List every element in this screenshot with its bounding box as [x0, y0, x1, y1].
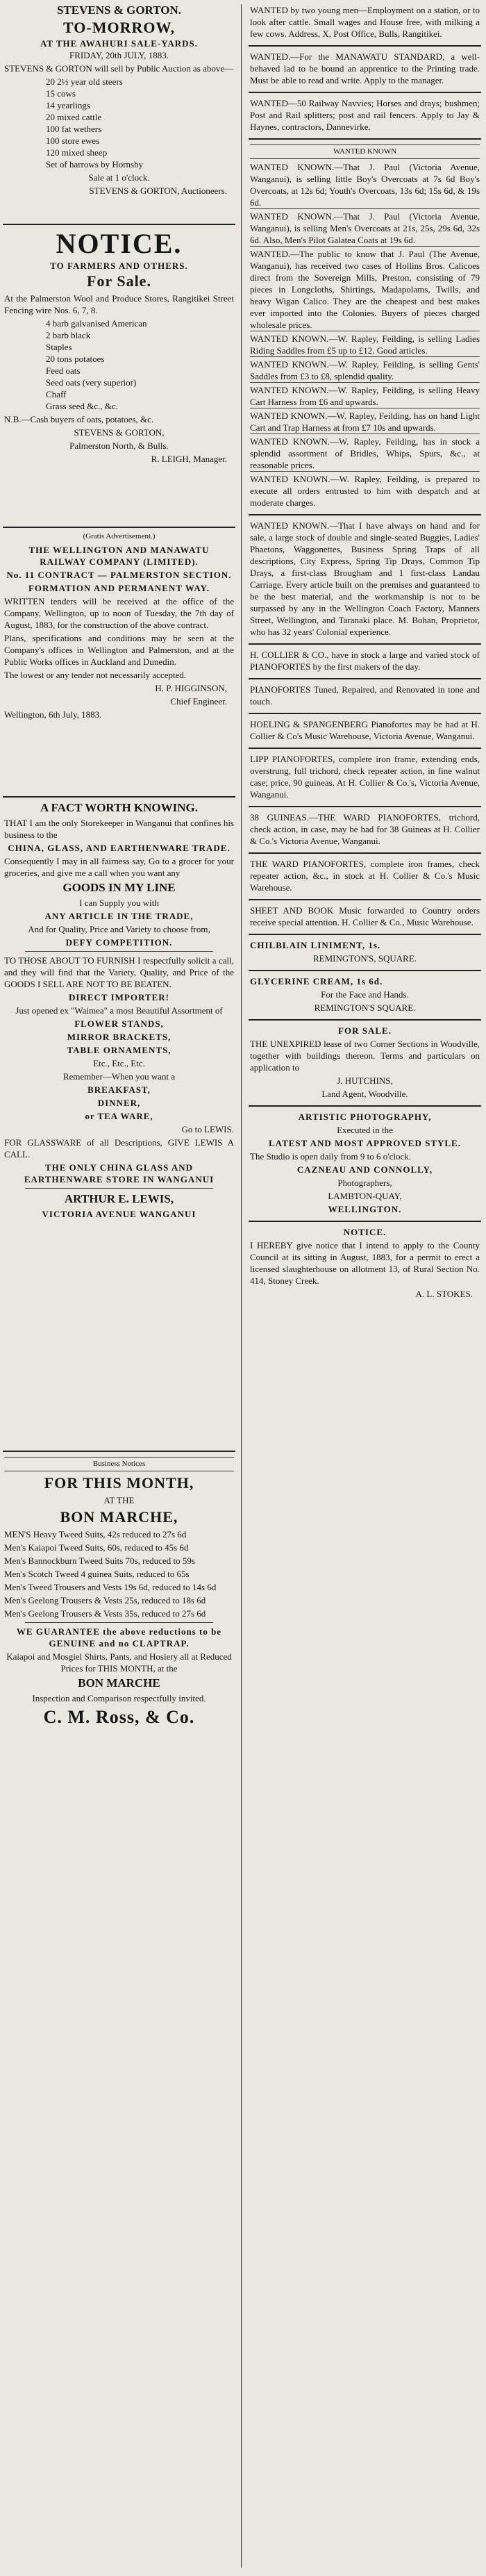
- ward-complete-ad: [249, 854, 481, 900]
- ad-text: SHEET AND BOOK Music forwarded to Country orders receive special attention. H. Collier & Co., Music Warehouse.: [250, 905, 480, 927]
- lipp-ad: [249, 749, 481, 807]
- tender-body-2: Plans, specifications and conditions may be seen at the Company's offices in Wellington and Palmerston, and at the Public Works offices in Auckland and Dunedin.: [4, 633, 234, 667]
- chilblain-ad: [249, 935, 481, 971]
- list-item: 20 tons potatoes: [46, 354, 105, 364]
- photo-latest: LATEST AND MOST APPROVED STYLE.: [269, 1138, 461, 1148]
- bohan-coach-ad: [249, 515, 481, 645]
- ad-text: HOELING & SPANGENBERG Pianofortes may be had at H. Collier & Co's Music Warehouse, Victoria Avenue, Wanganui.: [250, 719, 480, 741]
- photo-studio: The Studio is open daily from 9 to 6 o'clock.: [250, 1151, 411, 1162]
- list-item: Men's Scotch Tweed 4 guinea Suits, reduced to 65s: [4, 1569, 190, 1579]
- auction-when: TO-MORROW,: [63, 19, 175, 36]
- section-heading: WANTED KNOWN: [250, 145, 480, 159]
- ad-place: REMINGTON'S, SQUARE.: [312, 953, 417, 964]
- gratis-label: (Gratis Advertisement.): [83, 532, 156, 540]
- list-item: WANTED KNOWN.—That J. Paul (Victoria Avenue, Wanganui), is selling Men's Overcoats at 21s, 25s, 29s 6d, 32s 6d. Also, Men's Pilot Galatea Coats at 19s 6d.: [250, 211, 480, 245]
- list-item: Feed oats: [46, 365, 81, 376]
- sale-items: [4, 317, 234, 412]
- lewis-quality: And for Quality, Price and Variety to choose from,: [28, 924, 210, 934]
- list-item: Staples: [46, 342, 72, 352]
- lewis-goods: GOODS IN MY LINE: [62, 881, 176, 894]
- list-item: WANTED KNOWN.—W. Rapley, Feilding, is selling Heavy Cart Harness from £6 and upwards.: [250, 385, 480, 407]
- bon-firm: C. M. Ross, & Co.: [43, 1707, 195, 1727]
- auction-time: Sale at 1 o'clock.: [88, 172, 150, 183]
- list-item: WANTED KNOWN.—W. Rapley, Feilding, has on hand Light Cart and Trap Harness at from £7 10s and upwards.: [250, 411, 480, 433]
- list-item: BREAKFAST,: [87, 1084, 151, 1095]
- railway-tender-ad: [3, 528, 235, 798]
- notice-sale-ad: [3, 225, 235, 528]
- list-item: 100 store ewes: [46, 135, 100, 146]
- list-item: Grass seed &c., &c.: [46, 401, 118, 411]
- list-item: 2 barb black: [46, 330, 91, 340]
- wanted-navvies-ad: [249, 93, 481, 140]
- lewis-body-2: Consequently I may in all fairness say, Go to a grocer for your groceries, and give me a call when you want any: [4, 856, 234, 878]
- divider: [25, 1622, 213, 1623]
- list-item: or TEA WARE,: [85, 1111, 153, 1121]
- ad-text: THE WARD PIANOFORTES, complete iron frames, check repeater action, &c., in stock at H. Collier & Co.'s Music Warehouse.: [250, 859, 480, 893]
- bon-name-2: BON MARCHE: [78, 1676, 160, 1690]
- wanted-youth-ad: [249, 0, 481, 47]
- list-item: Chaff: [46, 389, 67, 399]
- stevens-auction-ad: [3, 0, 235, 225]
- lewis-body: THAT I am the only Storekeeper in Wanganui that confines his business to the: [4, 818, 234, 840]
- photo-street: LAMBTON-QUAY,: [328, 1191, 402, 1201]
- lewis-go: Go to LEWIS.: [181, 1124, 234, 1134]
- list-item: 4 barb galvanised American: [46, 318, 147, 329]
- lewis-any: ANY ARTICLE IN THE TRADE,: [44, 911, 194, 921]
- pianofortes-tuned-ad: [249, 679, 481, 714]
- photo-name: CAZNEAU AND CONNOLLY,: [296, 1164, 433, 1175]
- list-item: 14 yearlings: [46, 100, 90, 110]
- lewis-importer: DIRECT IMPORTER!: [69, 992, 169, 1002]
- bon-this-month: FOR THIS MONTH,: [44, 1474, 194, 1492]
- wanted-known-ads: [249, 140, 481, 515]
- ad-text: WANTED by two young men—Employment on a station, or to look after cattle. Small wages and House free, with milking a few cows. Address, X, Post Office, Bulls, Rangitikei.: [250, 5, 480, 39]
- tender-body: WRITTEN tenders will be received at the office of the Company, Wellington, up to noon of Tuesday, the 7th day of August, 1883, for the construction of the above contract.: [4, 596, 234, 630]
- bon-name: BON MARCHE,: [60, 1508, 178, 1526]
- for-sale-heading: For Sale.: [87, 272, 151, 290]
- lewis-headline: A FACT WORTH KNOWING.: [40, 801, 199, 814]
- ad-text: THE UNEXPIRED lease of two Corner Sections in Woodville, together with buildings thereon. Terms and particulars on application to: [250, 1039, 480, 1073]
- photo-role: Photographers,: [337, 1178, 392, 1188]
- list-item: Men's Geelong Trousers & Vests 35s, reduced to 27s 6d: [4, 1608, 206, 1619]
- list-item: Men's Geelong Trousers & Vests 25s, reduced to 18s 6d: [4, 1595, 206, 1605]
- lewis-supply: I can Supply you with: [79, 898, 159, 908]
- notice-title: NOTICE.: [56, 228, 183, 259]
- notice-manager: R. LEIGH, Manager.: [151, 454, 227, 464]
- engineer-name: H. P. HIGGINSON,: [155, 683, 227, 693]
- list-item: 20 2½ year old steers: [46, 76, 123, 87]
- list-item: Men's Kaiapoi Tweed Suits, 60s, reduced to 45s 6d: [4, 1542, 189, 1553]
- photo-city: WELLINGTON.: [328, 1204, 402, 1214]
- lewis-name: ARTHUR E. LEWIS,: [64, 1192, 174, 1205]
- works-title: FORMATION AND PERMANENT WAY.: [28, 583, 210, 593]
- ad-text: 38 GUINEAS.—THE WARD PIANOFORTES, trichord, check action, in case, may be had for 38 Guineas at H. Collier & Co.'s Victoria Avenue, Wanganui.: [250, 812, 480, 846]
- firm-heading: STEVENS & GORTON.: [56, 3, 182, 17]
- list-item: FLOWER STANDS,: [74, 1018, 164, 1029]
- list-item: TABLE ORNAMENTS,: [67, 1045, 171, 1055]
- list-item: Etc., Etc., Etc.: [93, 1058, 145, 1068]
- ad-text: WANTED—50 Railway Navvies; Horses and drays; bushmen; Post and Rail splitters; post and rail fencers. Apply to Jay & Haynes, contractors, Dannevirke.: [250, 98, 480, 132]
- ad-title: FOR SALE.: [338, 1025, 392, 1036]
- photo-title: ARTISTIC PHOTOGRAPHY,: [298, 1112, 432, 1122]
- notice-stokes-ad: [249, 1222, 481, 1305]
- list-item: 15 cows: [46, 88, 76, 99]
- railway-company: THE WELLINGTON AND MANAWATU RAILWAY COMPANY (LIMITED).: [28, 545, 210, 567]
- lewis-opened: Just opened ex "Waimea" a most Beautiful Assortment of: [15, 1005, 223, 1016]
- list-item: WANTED KNOWN.—That J. Paul (Victoria Avenue, Wanganui), is selling little Boy's Overcoats at 7s 6d Boy's Overcoats, at 12s 6d; Youth's Overcoats, 13s 6d; 15s 6d, & 19s 6d.: [250, 162, 480, 208]
- sheet-music-ad: [249, 900, 481, 935]
- contract-number: No. 11 CONTRACT — PALMERSTON SECTION.: [6, 570, 232, 580]
- lewis-glass: FOR GLASSWARE of all Descriptions, GIVE LEWIS A CALL.: [4, 1137, 234, 1159]
- list-item: MEN'S Heavy Tweed Suits, 42s reduced to 27s 6d: [4, 1529, 187, 1539]
- photo-executed: Executed in the: [337, 1125, 393, 1135]
- auction-items: [4, 76, 234, 170]
- list-item: 20 mixed cattle: [46, 112, 102, 122]
- notice-name: A. L. STOKES.: [415, 1289, 473, 1299]
- divider: [25, 1188, 213, 1189]
- ward-guineas-ad: [249, 807, 481, 854]
- lewis-remember: Remember—When you want a: [62, 1071, 176, 1082]
- list-item: Men's Bannockburn Tweed Suits 70s, reduced to 59s: [4, 1555, 195, 1566]
- auction-where: AT THE AWAHURI SALE-YARDS.: [40, 38, 199, 49]
- bon-kaiapoi: Kaiapoi and Mosgiel Shirts, Pants, and Hosiery all at Reduced Prices for THIS MONTH, at the: [6, 1651, 232, 1674]
- ad-text: PIANOFORTES Tuned, Repaired, and Renovated in tone and touch.: [250, 684, 480, 707]
- list-item: WANTED.—The public to know that J. Paul (The Avenue, Wanganui), has received two cases of Hollins Bros. Calicoes direct from the Sovereign Mills, Preston, consisting of 79 pieces in Longcloths, Shirtings, Madapolams, Twills, and heavy Wigan Calico. They are the cheapest and best makes ever imported into the Colonies. Buyers of pieces charged wholesale prices.: [250, 249, 480, 330]
- list-item: MIRROR BRACKETS,: [67, 1032, 171, 1042]
- auction-signature: STEVENS & GORTON, Auctioneers.: [89, 185, 227, 196]
- lewis-only: THE ONLY CHINA GLASS AND EARTHENWARE STORE IN WANGANUI: [24, 1162, 215, 1184]
- ad-text: GLYCERINE CREAM, 1s 6d.: [250, 976, 383, 986]
- glycerine-ad: [249, 971, 481, 1021]
- lewis-defy: DEFY COMPETITION.: [65, 937, 173, 948]
- list-item: WANTED KNOWN.—W. Rapley, Feilding, is prepared to execute all orders entrusted to him with despatch and at moderate charges.: [250, 474, 480, 508]
- for-sale-lease-ad: [249, 1021, 481, 1107]
- wanted-apprentice-ad: [249, 47, 481, 93]
- notice-text: I HEREBY give notice that I intend to apply to the County Council at its sitting in August, 1883, for a permit to erect a licensed slaughterhouse on allotment 13, of Rural Section No. 414, Stoney Creek.: [250, 1240, 480, 1286]
- agent-role: Land Agent, Woodville.: [321, 1089, 408, 1099]
- bon-marche-ad: [3, 1452, 235, 1733]
- lewis-furnish: TO THOSE ABOUT TO FURNISH I respectfully solicit a call, and they will find that the Variety, Quality, and Price of the GOODS I SELL ARE NOT TO BE BEATEN.: [4, 955, 234, 989]
- auction-intro: STEVENS & GORTON will sell by Public Auction as above—: [4, 63, 234, 74]
- tender-body-3: The lowest or any tender not necessarily accepted.: [4, 670, 187, 680]
- tender-dated: Wellington, 6th July, 1883.: [4, 709, 102, 720]
- ad-text: WANTED KNOWN.—That I have always on hand and for sale, a large stock of double and single-seated Buggies, Ladies' Phaetons, Waggonettes, Business Spring Traps of all descriptions, City Express, Spring Tip Drays, Common Tip Drays, a first-class Brougham and 1 first-class Landau Carriage. Every article built on the premises and guaranteed to be the best material, and the workmanship is not to be surpassed by any in the Wellington Coach Factory, Manners Street, Wellington, and Taranaki place. M. Bohan, Proprietor, who has 32 years' Colonial experience.: [250, 520, 480, 637]
- notice-signature: STEVENS & GORTON,: [74, 427, 165, 438]
- ad-text: WANTED.—For the MANAWATU STANDARD, a well-behaved lad to be bound an apprentice to the Printing trade. Must be able to read and write. Apply to the manager.: [250, 51, 480, 85]
- column-divider: [241, 4, 242, 2568]
- auction-date: FRIDAY, 20th JULY, 1883.: [69, 50, 169, 60]
- list-item: Set of harrows by Hornsby: [46, 159, 144, 170]
- left-column: [3, 0, 235, 2570]
- right-column: [249, 0, 481, 2570]
- notice-place: Palmerston North, & Bulls.: [69, 440, 169, 451]
- ad-text: CHILBLAIN LINIMENT, 1s.: [250, 940, 381, 950]
- photography-ad: [249, 1107, 481, 1222]
- agent-name: J. HUTCHINS,: [337, 1075, 393, 1086]
- ad-text: LIPP PIANOFORTES, complete iron frame, extending ends, overstrung, full trichord, check repeater action, in fine walnut case; price, 90 guineas. At H. Collier & Co.'s, Victoria Avenue, Wanganui.: [250, 754, 480, 800]
- ad-text: H. COLLIER & CO., have in stock a large and varied stock of PIANOFORTES by the first makers of the day.: [250, 650, 480, 672]
- list-item: WANTED KNOWN.—W. Rapley, Feilding, has in stock a splendid assortment of Bridles, Whips, Spurs, &c., at reasonable prices.: [250, 436, 480, 470]
- hoeling-ad: [249, 714, 481, 749]
- list-item: 120 mixed sheep: [46, 147, 108, 158]
- notice-audience: TO FARMERS AND OTHERS.: [50, 261, 188, 271]
- section-heading: Business Notices: [4, 1457, 234, 1471]
- ad-place: REMINGTON'S SQUARE.: [314, 1002, 416, 1013]
- list-item: DINNER,: [97, 1098, 141, 1108]
- ad-for: For the Face and Hands.: [321, 989, 409, 1000]
- divider: [25, 951, 213, 952]
- lewis-address: VICTORIA AVENUE WANGANUI: [42, 1209, 196, 1219]
- engineer-role: Chief Engineer.: [170, 696, 227, 707]
- list-item: 100 fat wethers: [46, 124, 102, 134]
- list-item: WANTED KNOWN.—W. Rapley, Feilding, is selling Gents' Saddles from £3 to £8, splendid quality.: [250, 359, 480, 381]
- bon-guarantee: WE GUARANTEE the above reductions to be GENUINE and no CLAPTRAP.: [16, 1626, 222, 1649]
- collier-stock-ad: [249, 645, 481, 679]
- notice-nb: N.B.—Cash buyers of oats, potatoes, &c.: [4, 414, 154, 424]
- notice-title: NOTICE.: [343, 1227, 387, 1237]
- list-item: WANTED KNOWN.—W. Rapley, Feilding, is selling Ladies Riding Saddles from £5 up to £12. Good articles.: [250, 333, 480, 356]
- bon-inspection: Inspection and Comparison respectfully invited.: [32, 1693, 206, 1703]
- notice-intro: At the Palmerston Wool and Produce Stores, Rangitikei Street Fencing wire Nos. 6, 7, 8.: [4, 293, 234, 315]
- bon-at-the: AT THE: [103, 1495, 135, 1505]
- lewis-china-ad: [3, 798, 235, 1452]
- list-item: Men's Tweed Trousers and Vests 19s 6d, reduced to 14s 6d: [4, 1582, 217, 1592]
- list-item: Seed oats (very superior): [46, 377, 137, 388]
- lewis-trade: CHINA, GLASS, AND EARTHENWARE TRADE.: [8, 843, 231, 853]
